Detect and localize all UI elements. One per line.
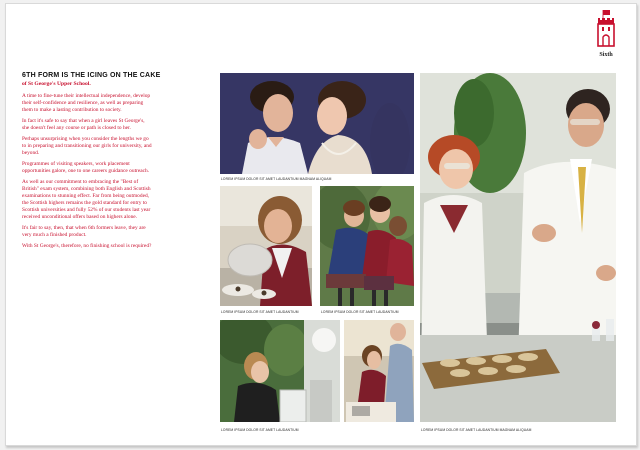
art-photo bbox=[220, 320, 340, 422]
science-photo bbox=[420, 73, 616, 422]
article-body bbox=[22, 93, 152, 254]
body-paragraph: It's fair to say, then, that when 6th formers leave, they are very much a finished product. bbox=[22, 224, 146, 238]
friends-photo bbox=[320, 186, 414, 306]
body-paragraph: Perhaps unsurprising when you consider the lengths we go to in preparing and transitioning our girls for university, and beyond. bbox=[22, 136, 152, 156]
body-paragraph: With St George's, therefore, no finishing school is required? bbox=[22, 243, 152, 250]
body-paragraph: A time to fine-tune their intellectual independence, develop their self-confidence and resilience, as well as preparing them to make a lasting contribution to society. bbox=[22, 93, 151, 113]
photo-caption: LOREM IPSUM DOLOR SIT AMET LAUDANTIUM MAGNAM ALIQUAM bbox=[221, 177, 332, 181]
photo-caption: LOREM IPSUM DOLOR SIT AMET LAUDANTIUM bbox=[221, 428, 299, 432]
body-paragraph: Programmes of visiting speakers, work placement opportunities galore, one to one careers guidance outreach. bbox=[22, 161, 150, 175]
baking-photo bbox=[220, 186, 312, 306]
body-paragraph: In fact it's safe to say that when a girl leaves St George's, she doesn't feel any course or path is closed to her. bbox=[22, 118, 145, 131]
article-heading: 6TH FORM IS THE ICING ON THE CAKE bbox=[22, 72, 161, 79]
photo-caption: LOREM IPSUM DOLOR SIT AMET LAUDANTIUM bbox=[221, 310, 299, 314]
castle-tower-icon bbox=[594, 8, 618, 48]
crest-label: Sixth bbox=[599, 52, 613, 58]
article-subheading: of St George's Upper School. bbox=[22, 81, 91, 87]
photo-caption: LOREM IPSUM DOLOR SIT AMET LAUDANTIUM bbox=[321, 310, 399, 314]
body-paragraph: As well as our commitment to embracing the "Best of British" exam system, combining both English and Scottish examinations to stunning effect. Far from being outmoded, the Scottish highers remains the gold standard for entry to Scottish universities and fully 52% of our students last year received unconditional offers based on highers alone. bbox=[22, 179, 151, 220]
drama-photo bbox=[220, 73, 414, 174]
photo-caption: LOREM IPSUM DOLOR SIT AMET LAUDANTIUM MAGNAM ALIQUAM bbox=[421, 428, 532, 432]
study-photo bbox=[344, 320, 414, 422]
